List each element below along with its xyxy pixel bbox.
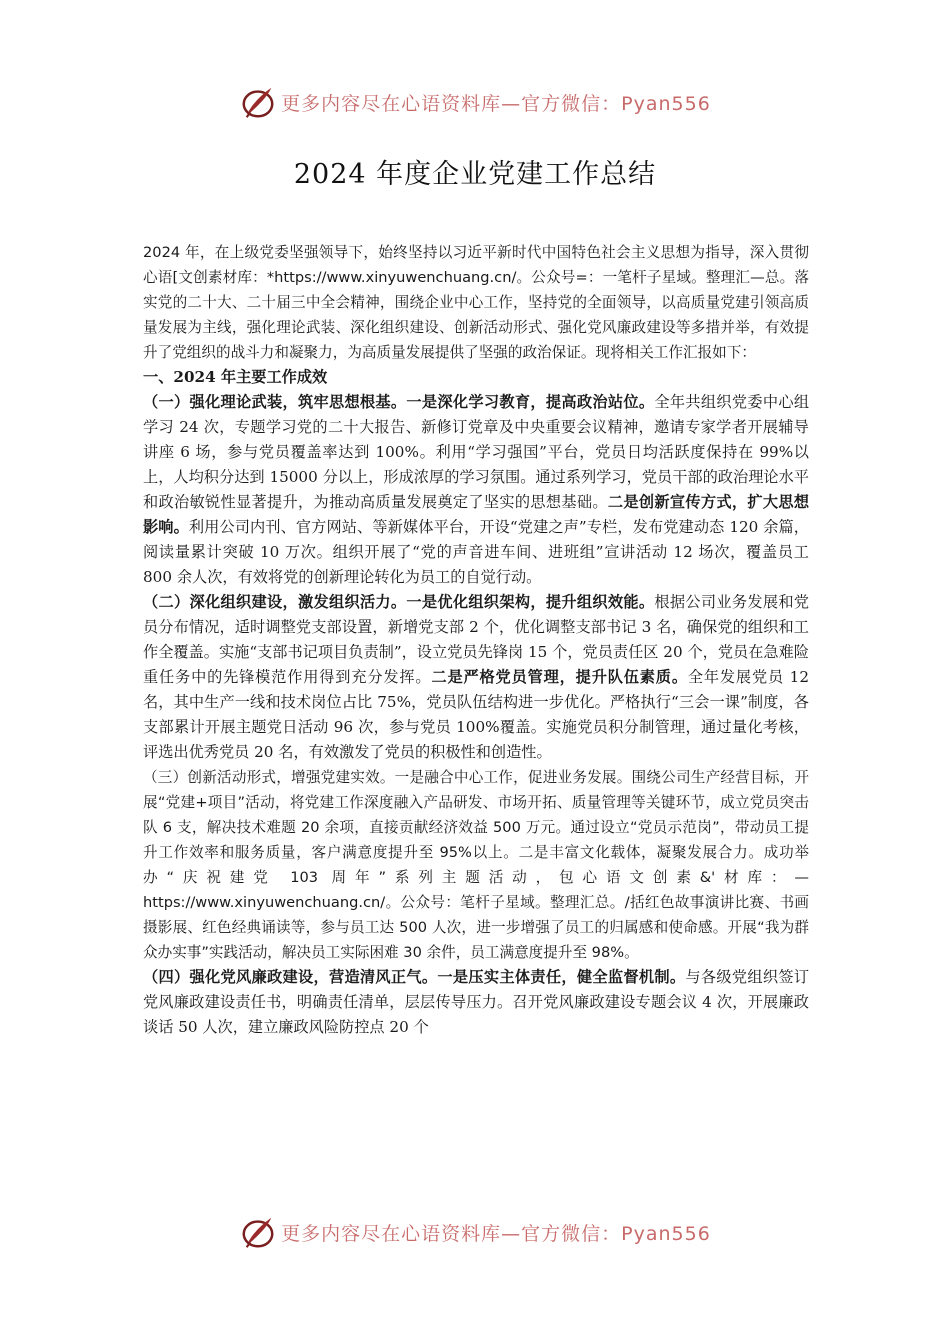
- paragraph-integrity: [143, 965, 809, 1040]
- document-body: [143, 240, 809, 1040]
- paragraph-theory: [143, 390, 809, 590]
- paragraph-activities: （三）创新活动形式，增强党建实效。一是融合中心工作，促进业务发展。围绕公司生产经营目标，开展“党建+项目”活动，将党建工作深度融入产品研发、市场开拓、质量管理等关键环节，成立党员突击队 6 支，解决技术难题 20 余项，直接贡献经济效益 500 万元。通过设立“党员示范岗”，带动员工提升工作效率和服务质量，客户满意度提升至 95%以上。二是丰富文化载体，凝聚发展合力。成功举办“庆祝建党 103 周年”系列主题活动，包心语文创素&'材库：—https://www.xinyuwenchuang.cn/。公众号：笔杆子星域。整理汇总。/括红色故事演讲比赛、书画摄影展、红色经典诵读等，参与员工达 500 人次，进一步增强了员工的归属感和使命感。开展“我为群众办实事”实践活动，解决员工实际困难 30 余件，员工满意度提升至 98%。: [143, 769, 809, 961]
- banner-text: 更多内容尽在心语资料库—官方微信：Pyan556: [281, 92, 711, 115]
- paragraph-theory-lead: （一）强化理论武装，筑牢思想根基。一是深化学习教育，提高政治站位。: [143, 393, 655, 411]
- paragraph-organization-lead: （二）深化组织建设，激发组织活力。一是优化组织架构，提升组织效能。: [143, 593, 655, 611]
- intro-paragraph: 2024 年，在上级党委坚强领导下，始终坚持以习近平新时代中国特色社会主义思想为指导，深入贯彻心语[文创素材库：*https://www.xinyuwenchuang.cn/。公众号=：一笔杆子星域。整理汇—总。落实党的二十大、二十届三中全会精神，围绕企业中心工作，坚持党的全面领导，以高质量党建引领高质量发展为主线，强化理论武装、深化组织建设、创新活动形式、强化党风廉政建设等多措并举，有效提升了党组织的战斗力和凝聚力，为高质量发展提供了坚强的政治保证。现将相关工作汇报如下：: [143, 244, 809, 361]
- footer-watermark-banner: [0, 1210, 950, 1254]
- paragraph-theory-lead-2: 二是创新宣传方式，扩大思想影响。: [143, 493, 810, 536]
- paragraph-organization: [143, 590, 809, 765]
- banner-text: 更多内容尽在心语资料库—官方微信：Pyan556: [281, 1222, 711, 1245]
- paragraph-integrity-body: 与各级党组织签订党风廉政建设责任书，明确责任清单，层层传导压力。召开党风廉政建设专题会议 4 次，开展廉政谈话 50 人次，建立廉政风险防控点 20 个: [143, 968, 810, 1036]
- paragraph-theory-body-1: 全年共组织党委中心组学习 24 次，专题学习党的二十大报告、新修订党章及中央重要会议精神，邀请专家学者开展辅导讲座 6 场，参与党员覆盖率达到 100%。利用“学习强国”平台，党员日均活跃度保持在 99%以上，人均积分达到 15000 分以上，形成浓厚的学习氛围。通过系列学习，党员干部的政治理论水平和政治敏锐性显著提升，为推动高质量发展奠定了坚实的思想基础。: [143, 393, 810, 511]
- document-title: 2024 年度企业党建工作总结: [293, 159, 657, 190]
- paragraph-organization-body-2: 全年发展党员 12 名，其中生产一线和技术岗位占比 75%，党员队伍结构进一步优化。严格执行“三会一课”制度，各支部累计开展主题党日活动 96 次，参与党员 100%覆盖。实施党员积分制管理，通过量化考核，评选出优秀党员 20 名，有效激发了党员的积极性和创造性。: [143, 668, 810, 761]
- header-watermark-banner: [0, 80, 950, 124]
- quill-logo-icon: [239, 1213, 277, 1251]
- section-heading-1: 一、2024 年主要工作成效: [143, 368, 328, 386]
- quill-logo-icon: [239, 83, 277, 121]
- paragraph-integrity-lead: （四）强化党风廉政建设，营造清风正气。一是压实主体责任，健全监督机制。: [143, 968, 686, 986]
- paragraph-theory-body-2: 利用公司内刊、官方网站、等新媒体平台，开设“党建之声”专栏，发布党建动态 120 余篇，阅读量累计突破 10 万次。组织开展了“党的声音进车间、进班组”宣讲活动 12 场次，覆盖员工 800 余人次，有效将党的创新理论转化为员工的自觉行动。: [143, 518, 809, 586]
- paragraph-organization-body-1: 根据公司业务发展和党员分布情况，适时调整党支部设置，新增党支部 2 个，优化调整支部书记 3 名，确保党的组织和工作全覆盖。实施“支部书记项目负责制”，设立党员先锋岗 15 个，党员责任区 20 个，党员在急难险重任务中的先锋模范作用得到充分发挥。: [143, 593, 810, 686]
- paragraph-organization-lead-2: 二是严格党员管理，提升队伍素质。: [431, 668, 688, 686]
